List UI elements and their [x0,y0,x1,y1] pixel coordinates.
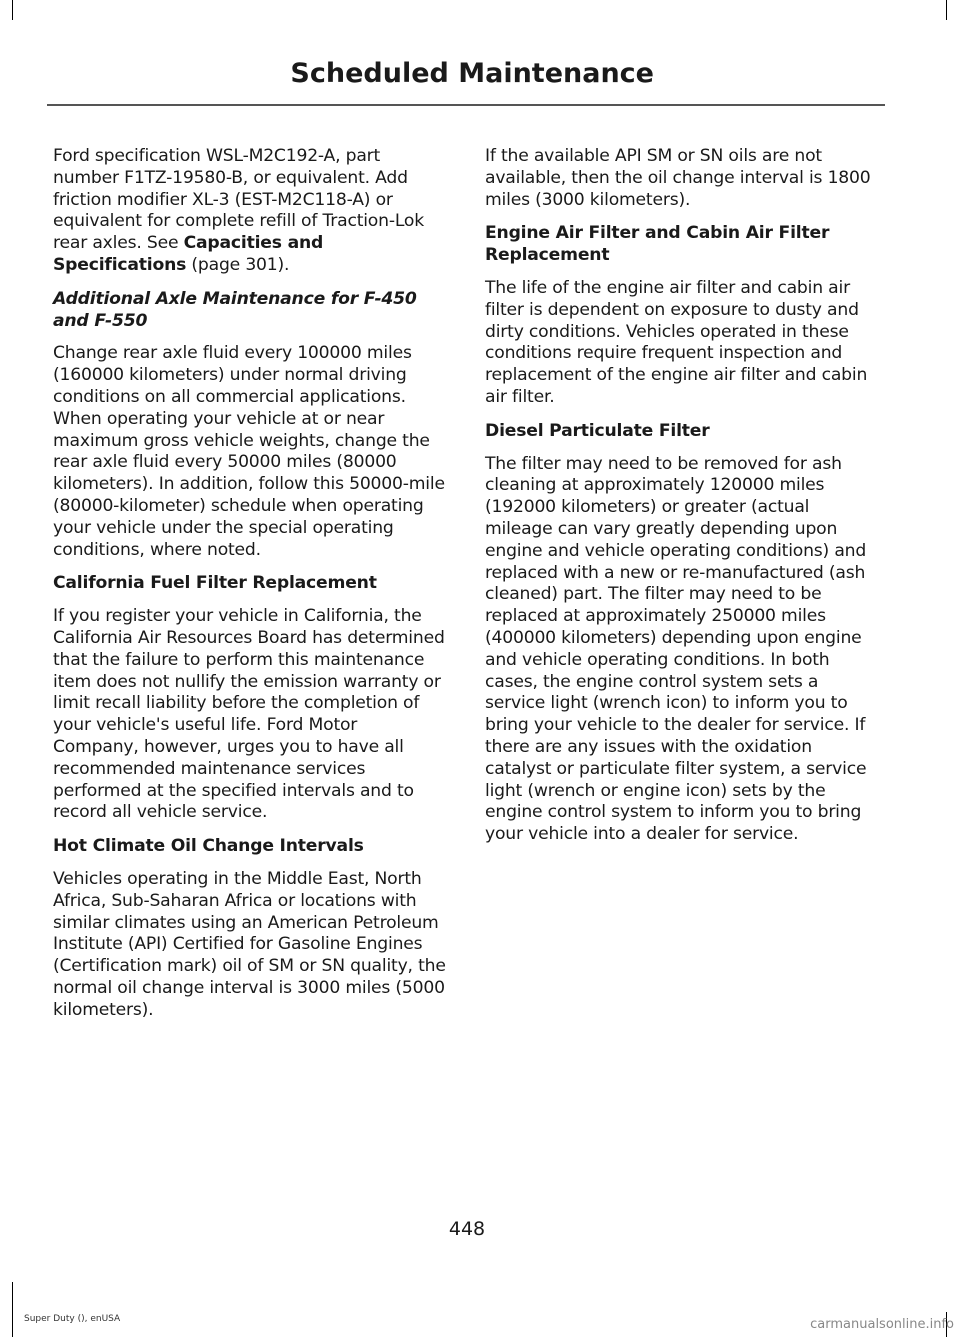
document-info: Super Duty (), enUSA [24,1314,121,1324]
capacities-text: Ford specification WSL-M2C192-A, part number F1TZ-19580-B, or equivalent. Add friction modifier XL-3 (EST-M2C118-A) or equivalent for complete refill of Traction-Lok rear axles. See [53,146,424,254]
watermark: carmanualsonline.info [810,1317,954,1332]
particulate-filter-heading: Diesel Particulate Filter [485,420,710,441]
capacities-link[interactable]: Capacities and Specifications [53,233,324,275]
fuel-filter-paragraph: If you register your vehicle in California, the California Air Resources Board has determined that the failure to perform this maintenance item does not nullify the emission warranty or limit recall liability before the completion of your vehicle's useful life. Ford Motor Company, however, urges you to have all recommended maintenance services performed at the specified intervals and to record all vehicle service. [53,606,445,823]
header-divider [47,104,885,106]
page-number: 448 [448,1218,486,1240]
air-filter-heading: Engine Air Filter and Cabin Air Filter Replacement [485,223,830,266]
crop-mark-top-right [946,0,947,20]
capacities-page-ref: (page 301). [186,254,290,275]
hot-climate-paragraph: Vehicles operating in the Middle East, North Africa, Sub-Saharan Africa or locations with similar climates using an American Petroleum Institute (API) Certified for Gasoline Engines (Certification mark) oil of SM or SN quality, the normal oil change interval is 3000 miles (5000 kilometers). [53,868,446,1020]
axle-maintenance-paragraph: Change rear axle fluid every 100000 miles (160000 kilometers) under normal driving conditions on all commercial applications. When operating your vehicle at or near maximum gross vehicle weights, change the rear axle fluid every 50000 miles (80000 kilometers). In addition, follow this 50000-mile (80000-kilometer) schedule when operating your vehicle under the special operating conditions, where noted. [53,343,445,560]
right-column [485,146,880,858]
crop-mark-bottom-left [12,1282,13,1337]
hot-climate-heading: Hot Climate Oil Change Intervals [53,836,364,857]
air-filter-paragraph: The life of the engine air filter and cabin air filter is dependent on exposure to dusty and dirty conditions. Vehicles operated in these conditions require frequent inspection and replacement of the engine air filter and cabin air filter. [485,277,868,407]
particulate-filter-paragraph: The filter may need to be removed for ash cleaning at approximately 120000 miles (192000 kilometers) or greater (actual mileage can vary greatly depending upon engine and vehicle operating conditions) and replaced with a new or re-manufactured (ash cleaned) part. The filter may need to be replaced at approximately 250000 miles (400000 kilometers) depending upon engine and vehicle operating conditions. In both cases, the engine control system sets a service light (wrench icon) to inform you to bring your vehicle to the dealer for service. If there are any issues with the oxidation catalyst or particulate filter system, a service light (wrench or engine icon) sets by the engine control system to inform you to bring your vehicle into a dealer for service. [485,453,867,845]
fuel-filter-heading: California Fuel Filter Replacement [53,573,377,594]
left-column [53,146,448,1033]
axle-maintenance-heading: Additional Axle Maintenance for F-450 and F-550 [53,288,417,331]
capacities-paragraph [53,146,448,277]
page-title: Scheduled Maintenance [290,58,654,89]
api-oil-paragraph: If the available API SM or SN oils are not available, then the oil change interval is 1800 miles (3000 kilometers). [485,146,871,210]
crop-mark-top-left [12,0,13,20]
